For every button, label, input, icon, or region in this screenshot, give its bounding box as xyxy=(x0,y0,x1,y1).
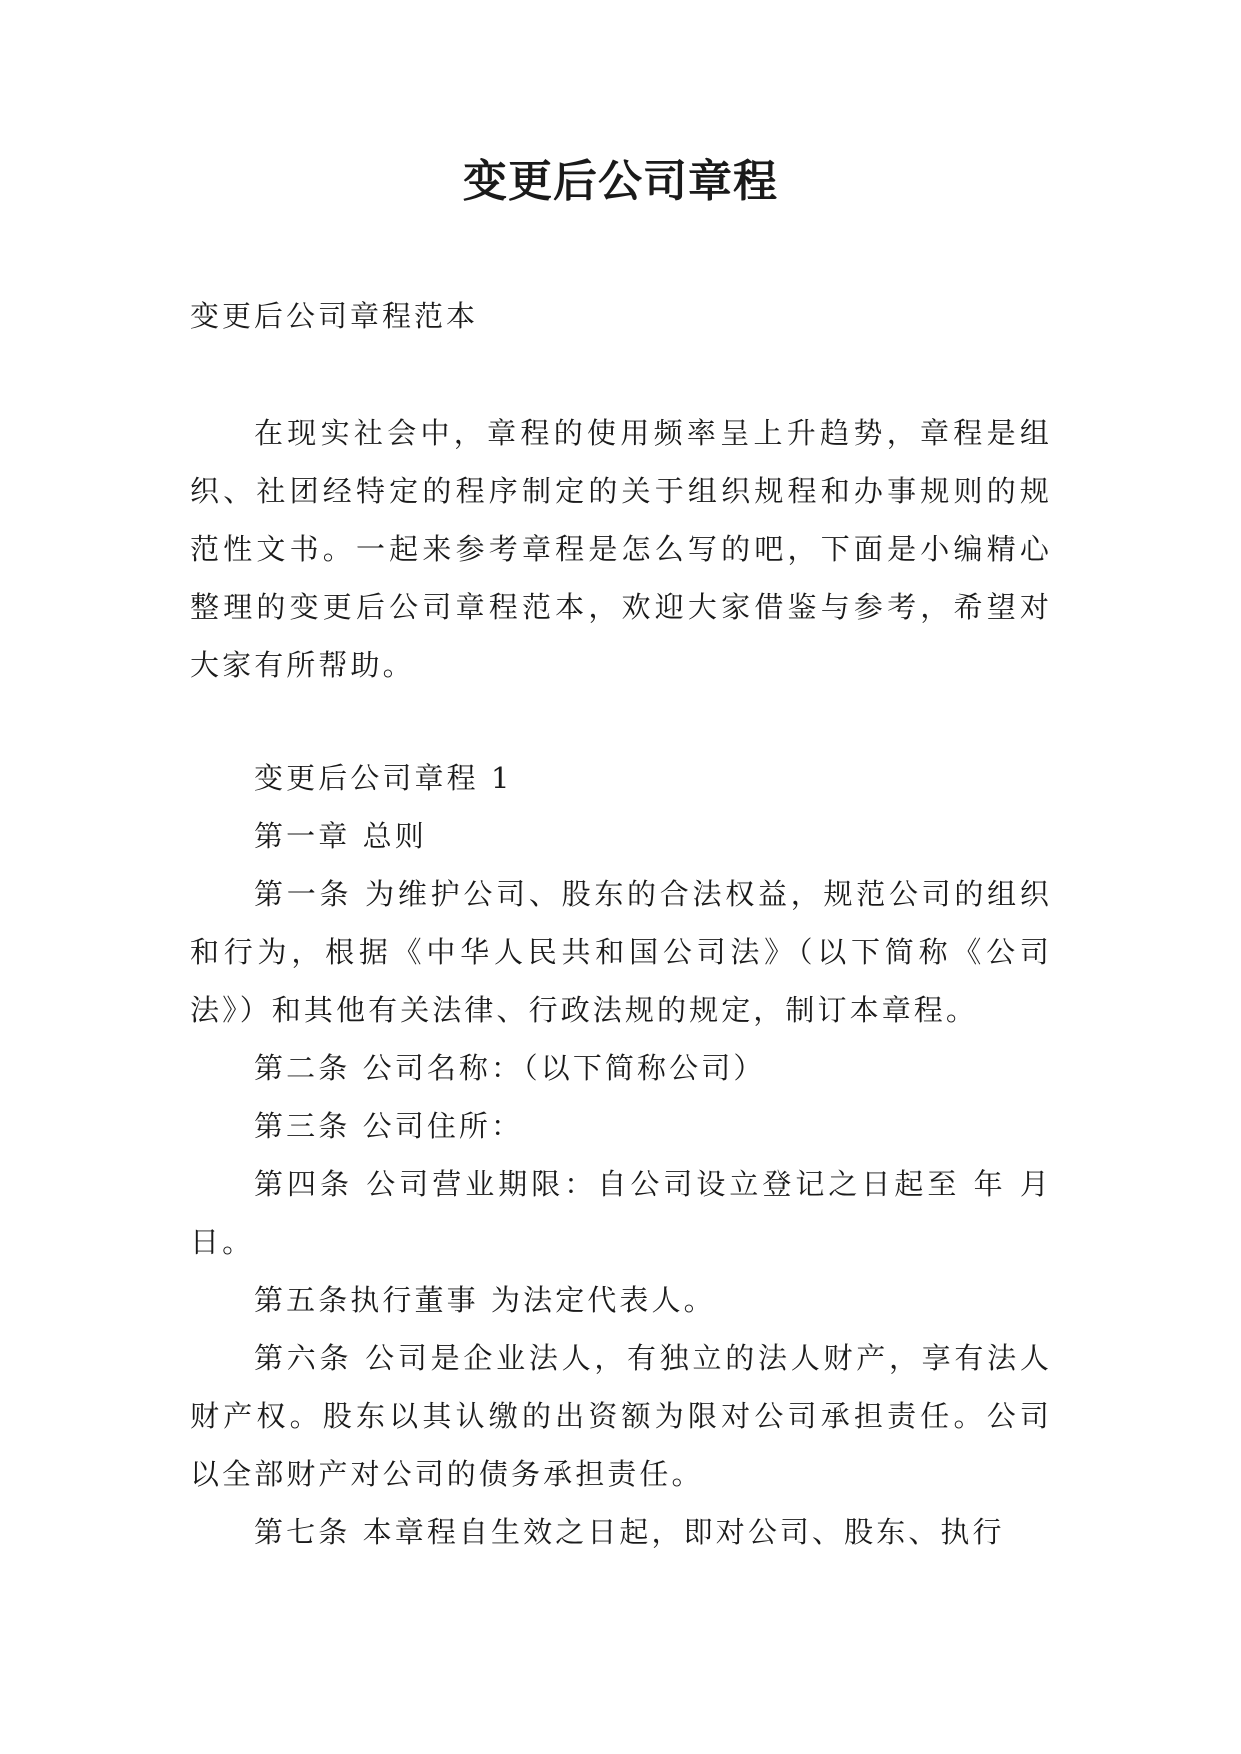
article-3: 第三条 公司住所： xyxy=(254,1109,524,1143)
intro-block xyxy=(190,404,1052,694)
article-1: 第一条 为维护公司、股东的合法权益，规范公司的组织和行为，根据《中华人民共和国公司法》（以下简称《公司法》）和其他有关法律、行政法规的规定，制订本章程。 xyxy=(190,877,1052,1027)
article-2: 第二条 公司名称：（以下简称公司） xyxy=(254,1051,766,1085)
chapter-heading: 第一章 总则 xyxy=(254,819,427,853)
section-heading: 变更后公司章程 1 xyxy=(254,761,513,795)
intro-paragraph: 在现实社会中，章程的使用频率呈上升趋势，章程是组织、社团经特定的程序制定的关于组织规程和办事规则的规范性文书。一起来参考章程是怎么写的吧，下面是小编精心整理的变更后公司章程范本，欢迎大家借鉴与参考，希望对大家有所帮助。 xyxy=(190,416,1052,682)
document-title: 变更后公司章程 xyxy=(463,156,778,207)
main-text-block xyxy=(190,749,1052,1561)
article-7: 第七条 本章程自生效之日起，即对公司、股东、执行 xyxy=(254,1515,1005,1549)
article-6: 第六条 公司是企业法人，有独立的法人财产，享有法人财产权。股东以其认缴的出资额为限对公司承担责任。公司以全部财产对公司的债务承担责任。 xyxy=(190,1341,1052,1491)
article-4: 第四条 公司营业期限：自公司设立登记之日起至 年 月 日。 xyxy=(190,1167,1052,1259)
document-subtitle: 变更后公司章程范本 xyxy=(190,299,479,333)
article-5: 第五条执行董事 为法定代表人。 xyxy=(254,1283,716,1317)
